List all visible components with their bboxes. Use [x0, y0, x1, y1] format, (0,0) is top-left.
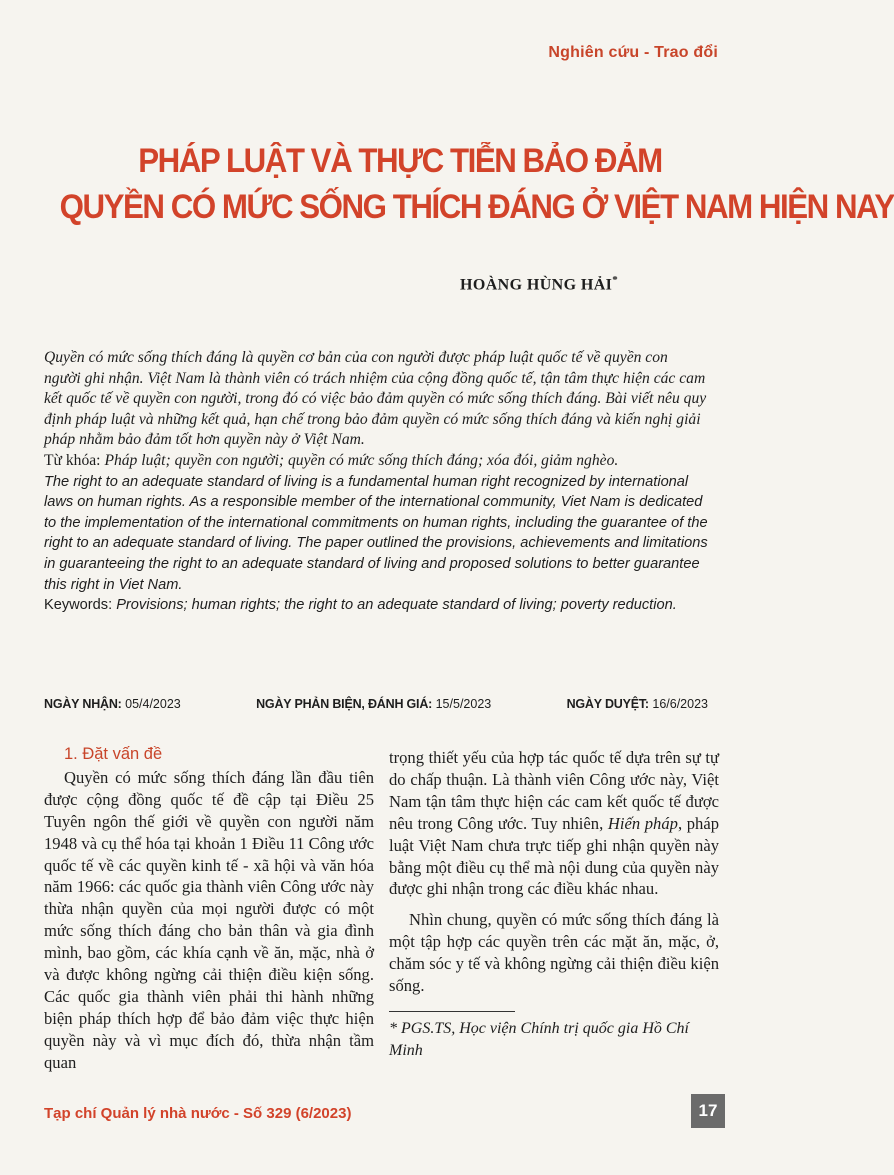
- keywords-vi-text: Pháp luật; quyền con người; quyền có mức sống thích đáng; xóa đói, giảm nghèo.: [104, 451, 619, 469]
- body-text-span: , pháp luật Việt Nam chưa trực tiếp ghi nhận quyền này bằng một điều cụ thể mà nội dung của quyền này được ghi nhận trong các điều khác nhau.: [389, 813, 719, 899]
- date-reviewed-value: 15/5/2023: [435, 697, 492, 711]
- date-reviewed-label: NGÀY PHẢN BIỆN, ĐÁNH GIÁ:: [256, 697, 433, 711]
- keywords-en-text: Provisions; human rights; the right to an adequate standard of living; poverty reduction.: [116, 597, 677, 614]
- keywords-en: [44, 595, 708, 616]
- title-line-1: PHÁP LUẬT VÀ THỰC TIỄN BẢO ĐẢM: [138, 142, 662, 180]
- review-dates: [44, 697, 708, 711]
- date-reviewed: [256, 697, 491, 711]
- keywords-en-label: Keywords:: [44, 597, 113, 614]
- date-received-label: NGÀY NHẬN:: [44, 697, 122, 711]
- section-heading: 1. Đặt vấn đề: [64, 745, 163, 763]
- body-paragraph-2: Nhìn chung, quyền có mức sống thích đáng là một tập hợp các quyền trên các mặt ăn, mặc, ở, chăm sóc y tế và không ngừng cải thiện điều kiện sống.: [389, 910, 719, 996]
- keywords-vi-label: Từ khóa:: [44, 451, 101, 469]
- author-footnote-mark: *: [612, 274, 619, 286]
- date-received-value: 05/4/2023: [125, 697, 181, 711]
- article-title: [59, 138, 894, 230]
- author: [460, 274, 618, 294]
- title-line-2: QUYỀN CÓ MỨC SỐNG THÍCH ĐÁNG Ở VIỆT NAM HIỆN NAY: [59, 188, 894, 226]
- body-paragraph-1-continued: [389, 747, 719, 900]
- footnote: * PGS.TS, Học viện Chính trị quốc gia Hồ Chí Minh: [389, 1019, 689, 1059]
- keywords-vi: [44, 451, 708, 472]
- body-paragraph-1: Quyền có mức sống thích đáng lần đầu tiên được cộng đồng quốc tế đề cập tại Điều 25 Tuyên ngôn thế giới về quyền con người năm 1948 và cụ thể hóa tại khoản 1 Điều 11 Công ước quốc tế về các quyền kinh tế - xã hội và văn hóa năm 1966: các quốc gia thành viên Công ước này thừa nhận quyền của mọi người được có một mức sống thích đáng cho bản thân và gia đình mình, bao gồm, các khía cạnh về ăn, mặc, nhà ở và được không ngừng cải thiện điều kiện sống. Các quốc gia thành viên phải thi hành những biện pháp thích hợp để bảo đảm việc thực hiện quyền này và vì mục đích đó, thừa nhận tầm quan: [44, 767, 374, 1072]
- section-label: Nghiên cứu - Trao đổi: [548, 44, 718, 61]
- body-column-right: [389, 747, 719, 1062]
- footnote-divider: [389, 1011, 515, 1012]
- body-column-left: [44, 744, 374, 1074]
- date-approved-label: NGÀY DUYỆT:: [566, 697, 649, 711]
- page-number: 17: [691, 1094, 725, 1128]
- author-name: HOÀNG HÙNG HẢI: [460, 276, 613, 294]
- date-approved-value: 16/6/2023: [652, 697, 708, 711]
- body-text-span: trọng thiết yếu của hợp tác quốc tế dựa trên sự tự do chấp thuận. Là thành viên Công ước này, Việt Nam tận tâm thực hiện các cam kết quốc tế được nêu trong Công ước. Tuy nhiên,: [389, 748, 719, 833]
- date-approved: [567, 697, 708, 711]
- abstract: [44, 348, 708, 616]
- journal-footer: Tạp chí Quản lý nhà nước - Số 329 (6/2023): [44, 1105, 352, 1122]
- abstract-en: The right to an adequate standard of living is a fundamental human right recognized by international laws on human rights. As a responsible member of the international community, Viet Nam is dedicated to the implementation of the international commitments on human rights, including the guarantee of the right to an adequate standard of living. The paper outlined the provisions, achievements and limitations in guaranteeing the right to an adequate standard of living and proposed solutions to better guarantee this right in Viet Nam.: [44, 473, 708, 593]
- constitution-italic: Hiến pháp: [607, 813, 678, 833]
- abstract-vi: Quyền có mức sống thích đáng là quyền cơ bản của con người được pháp luật quốc tế về quyền con người ghi nhận. Việt Nam là thành viên có trách nhiệm của cộng đồng quốc tế, tận tâm thực hiện các cam kết quốc tế về quyền con người, trong đó có việc bảo đảm quyền có mức sống thích đáng. Bài viết nêu quy định pháp luật và những kết quả, hạn chế trong bảo đảm quyền có mức sống thích đáng và kiến nghị giải pháp nhằm bảo đảm tốt hơn quyền này ở Việt Nam.: [44, 349, 707, 449]
- date-received: [44, 697, 181, 711]
